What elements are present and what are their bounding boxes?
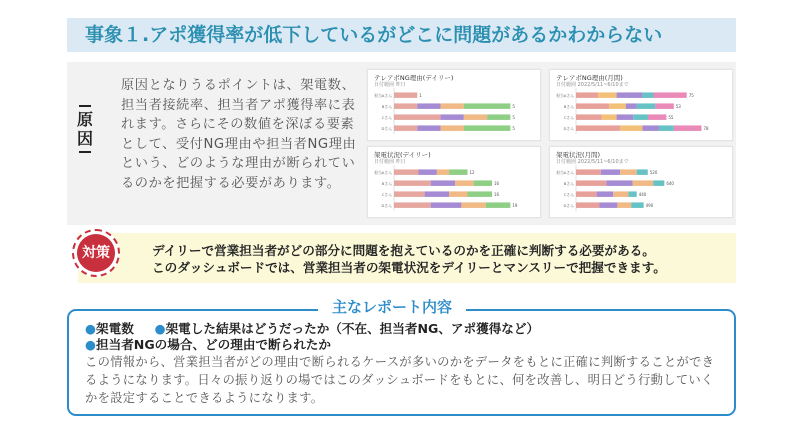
chart-data-label: 440	[638, 192, 647, 198]
chart-bar-segment	[394, 191, 425, 197]
chart-data-label: 490	[645, 203, 654, 209]
bullet-icon: ●	[85, 321, 96, 336]
cause-label-rule-bottom	[79, 151, 91, 153]
chart-bar-segment	[417, 125, 440, 131]
chart-category-label: 担当Aさん	[556, 170, 574, 176]
chart-bar-segment	[642, 92, 653, 98]
chart-bar-segment	[617, 114, 634, 120]
chart-category-label: 担当Aさん	[556, 93, 574, 99]
chart-bar-segment	[606, 180, 632, 186]
chart-category-label: Bさん	[563, 104, 574, 110]
chart-category-label: Cさん	[563, 115, 574, 121]
chart-bar-segment	[464, 103, 511, 109]
cause-label	[70, 105, 100, 153]
chart-bar-segment	[394, 180, 431, 186]
chart-bar-segment	[576, 114, 602, 120]
chart-data-label: 19	[512, 203, 518, 209]
chart-category-label: Bさん	[381, 181, 392, 187]
chart-bar-segment	[425, 191, 449, 197]
cause-description: 原因となりうるポイントは、架電数、担当者接続率、担当者アポ獲得率に表れます。さらにその数値を深ぼる要素として、受付NG理由や担当者NG理由という、どのような理由が断られているのかを把握する必要があります。	[121, 78, 357, 191]
countermeasure-badge: 対策	[77, 234, 115, 272]
chart-bar-segment	[633, 180, 654, 186]
chart-bar-segment	[620, 169, 637, 175]
chart-bar-segment	[642, 125, 659, 131]
chart-bar-segment	[449, 191, 467, 197]
countermeasure-line-2: このダッシュボードでは、営業担当者の架電状況をデイリーとマンスリーで把握できます。	[152, 260, 666, 275]
chart-bar-segment	[626, 103, 637, 109]
chart-bar-segment	[394, 169, 418, 175]
chart-bar-segment	[601, 169, 620, 175]
chart-category-label: Cさん	[381, 192, 392, 198]
cause-label-char: 因	[76, 129, 93, 148]
chart-data-label: 53	[675, 104, 681, 110]
report-item-call-count: 架電数	[96, 321, 134, 336]
chart-bar-segment	[441, 125, 464, 131]
chart-bar-segment	[602, 114, 617, 120]
chart-data-label: 640	[666, 181, 674, 187]
chart-bar-segment	[576, 103, 609, 109]
chart-subtitle: 日付範囲 昨日	[374, 159, 406, 165]
chart-data-label: 16	[493, 192, 500, 198]
chart-data-label: 1	[419, 93, 422, 99]
chart-bar-segment	[631, 202, 643, 208]
chart-bar-segment	[394, 202, 431, 208]
chart-bar-segment	[394, 103, 417, 109]
chart-bar-segment	[648, 114, 666, 120]
chart-subtitle: 日付範囲 昨日	[374, 82, 406, 88]
chart-bar-segment	[417, 103, 440, 109]
report-item-ng-reason: 担当者NGの場合、どの理由で断られたか	[96, 337, 331, 352]
chart-data-label: 16	[493, 181, 500, 187]
chart-category-label: Cさん	[563, 192, 574, 198]
chart-teleapo-ng-daily	[367, 69, 541, 141]
chart-bar-segment	[576, 92, 598, 98]
chart-bar-segment	[674, 125, 702, 131]
chart-bar-segment	[653, 180, 664, 186]
chart-category-label: Bさん	[563, 181, 574, 187]
chart-bar-segment	[486, 202, 510, 208]
chart-title: テレアポNG理由(デイリー)	[374, 74, 454, 82]
report-description: この情報から、営業担当者がどの理由で断られるケースが多いのかをデータをもとに正確に判断することができるようになります。日々の振り返りの場ではこのダッシュボードをもとに、何を改善し、明日どう行動していくかを設定することできるようになります。	[85, 355, 715, 405]
chart-bar-segment	[431, 180, 455, 186]
chart-bar-segment	[598, 92, 616, 98]
countermeasure-line-1: デイリーで営業担当者がどの部分に問題を抱えているのかを正確に判断する必要がある。	[152, 243, 655, 258]
chart-bar-segment	[599, 202, 617, 208]
chart-bar-segment	[394, 114, 441, 120]
page-title: 事象１.アポ獲得率が低下しているがどこに問題があるかわからない	[85, 24, 663, 46]
chart-bar-segment	[576, 169, 601, 175]
report-item-call-result: 架電した結果はどうだったか（不在、担当者NG、アポ獲得など）	[165, 321, 540, 336]
chart-call-status-monthly	[549, 146, 733, 218]
chart-bar-segment	[431, 202, 462, 208]
chart-bar-segment	[617, 202, 631, 208]
chart-bar-segment	[418, 169, 436, 175]
chart-category-label: Dさん	[381, 126, 392, 132]
chart-bar-segment	[449, 169, 467, 175]
chart-bar-segment	[441, 114, 464, 120]
chart-bar-segment	[613, 191, 628, 197]
chart-bar-segment	[394, 92, 417, 98]
chart-title: テレアポNG理由(月間)	[556, 74, 623, 82]
chart-category-label: 担当Aさん	[374, 93, 392, 99]
chart-bar-segment	[487, 114, 510, 120]
chart-bar-segment	[617, 92, 643, 98]
chart-bar-segment	[609, 103, 626, 109]
chart-bar-segment	[576, 191, 597, 197]
chart-bar-segment	[441, 103, 464, 109]
chart-teleapo-ng-monthly	[549, 69, 733, 141]
chart-bar-segment	[659, 125, 674, 131]
chart-data-label: 78	[703, 126, 709, 132]
report-items-row-2	[85, 337, 331, 353]
chart-bar-segment	[597, 191, 614, 197]
bullet-icon: ●	[154, 321, 166, 336]
chart-data-label: 5	[512, 115, 515, 121]
chart-call-status-daily	[367, 146, 541, 218]
chart-bar-segment	[437, 169, 449, 175]
cause-label-text	[70, 110, 100, 148]
cause-label-rule-top	[79, 105, 91, 107]
chart-bar-segment	[637, 169, 648, 175]
chart-category-label: Dさん	[381, 203, 392, 209]
chart-category-label: Dさん	[563, 203, 574, 209]
chart-category-label: Bさん	[381, 104, 392, 110]
chart-data-label: 5	[512, 126, 515, 132]
chart-bar-segment	[576, 180, 606, 186]
chart-bar-segment	[464, 114, 487, 120]
bullet-icon: ●	[85, 337, 96, 352]
chart-subtitle: 日付範囲 2022/5/11~6/10まで	[556, 82, 629, 88]
chart-bar-segment	[455, 180, 473, 186]
chart-bar-segment	[633, 114, 648, 120]
report-title: 主なレポート内容	[318, 296, 466, 318]
chart-bar-segment	[474, 180, 492, 186]
chart-data-label: 520	[649, 170, 658, 176]
chart-data-label: 75	[688, 93, 694, 99]
chart-bar-segment	[653, 92, 686, 98]
chart-bar-segment	[464, 125, 511, 131]
chart-bar-segment	[576, 125, 620, 131]
chart-category-label: Cさん	[381, 115, 392, 121]
chart-data-label: 5	[512, 104, 515, 110]
chart-title: 架電状況(月間)	[556, 151, 601, 159]
countermeasure-text	[152, 242, 666, 276]
chart-title: 架電状況(デイリー)	[374, 151, 431, 159]
cause-label-char: 原	[76, 110, 93, 129]
chart-bar-segment	[655, 103, 673, 109]
chart-subtitle: 日付範囲 2022/5/11~6/10まで	[556, 159, 629, 165]
chart-data-label: 55	[668, 115, 674, 121]
chart-bar-segment	[576, 202, 599, 208]
chart-bar-segment	[394, 125, 417, 131]
chart-bar-segment	[637, 103, 655, 109]
chart-bar-segment	[467, 191, 491, 197]
chart-bar-segment	[461, 202, 485, 208]
chart-data-label: 12	[469, 170, 475, 176]
report-items-row-1	[85, 321, 539, 337]
chart-category-label: 担当Aさん	[374, 170, 392, 176]
chart-bar-segment	[620, 125, 642, 131]
chart-bar-segment	[628, 191, 636, 197]
chart-category-label: Dさん	[563, 126, 574, 132]
